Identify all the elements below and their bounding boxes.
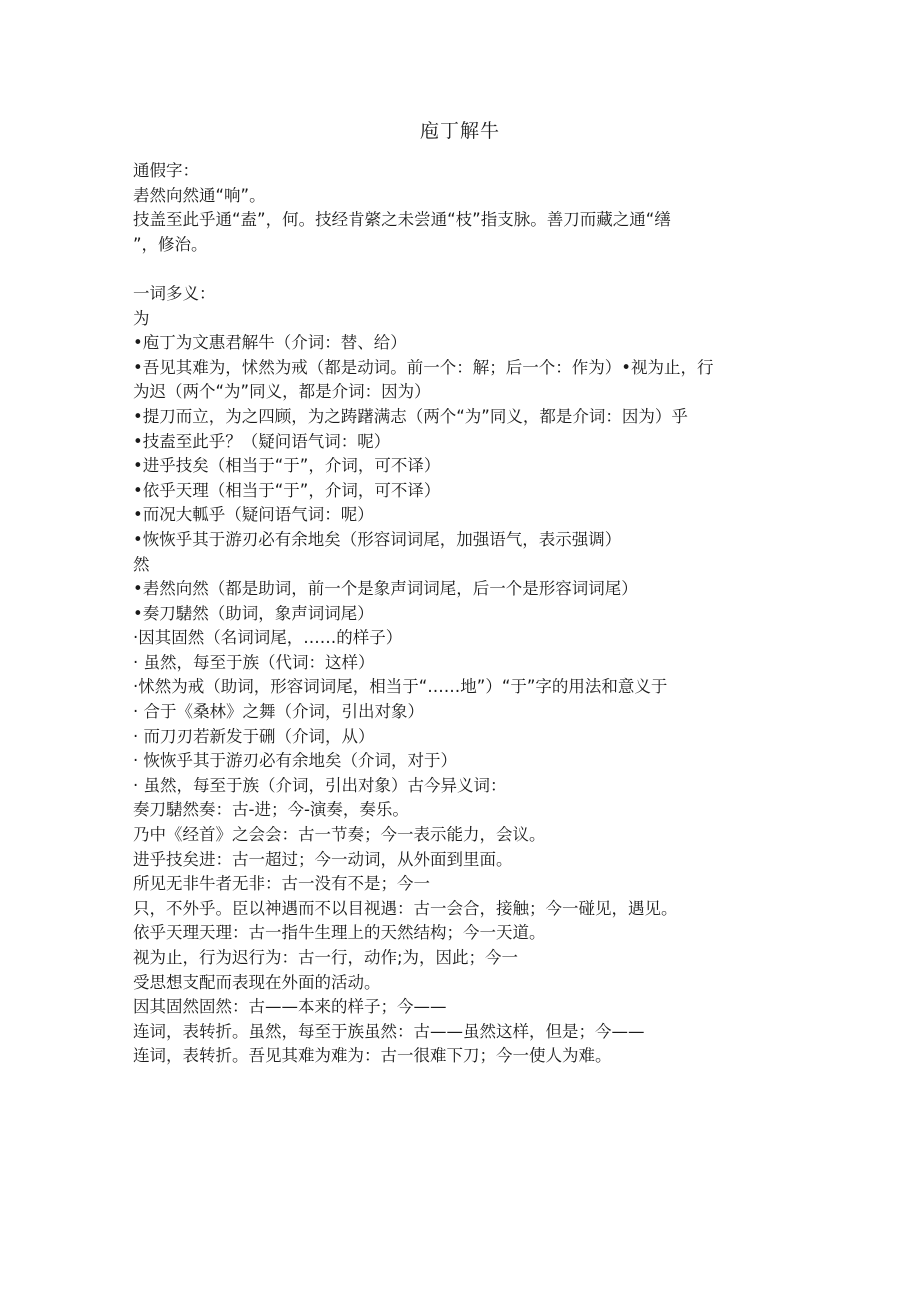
text-line: 连词，表转折。虽然，每至于族虽然：古——虽然这样，但是；今—— — [133, 1021, 645, 1041]
text-line: 进乎技矣进：古一超过；今一动词，从外面到里面。 — [133, 849, 513, 869]
text-line: 所见无非牛者无非：古一没有不是；今一 — [133, 874, 430, 894]
text-line: •恢恢乎其于游刃必有余地矣（形容词词尾，加强语气，表示强调） — [133, 529, 622, 549]
text-line: 一词多义： — [133, 283, 216, 303]
text-line: · 虽然，每至于族（介词，引出对象）古今异义词： — [133, 775, 507, 795]
text-line: ·怵然为戒（助词，形容词词尾，相当于“……地”）“于”字的用法和意义于 — [133, 677, 668, 697]
text-line: 只，不外乎。臣以神遇而不以目视遇：古一会合，接触；今一碰见，遇见。 — [133, 898, 678, 918]
text-line: 受思想支配而表现在外面的活动。 — [133, 972, 381, 992]
text-line: •依乎天理（相当于“于”，介词，可不译） — [133, 480, 441, 500]
text-line: · 恢恢乎其于游刃必有余地矣（介词，对于） — [133, 751, 457, 771]
text-line: 为 — [133, 308, 150, 328]
text-line: 乃中《经首》之会会：古一节奏；今一表示能力，会议。 — [133, 825, 546, 845]
text-line: 依乎天理天理：古一指牛生理上的天然结构；今一天道。 — [133, 923, 546, 943]
text-line: •提刀而立，为之四顾，为之踌躇满志（两个“为”同义，都是介词：因为）乎 — [133, 406, 688, 426]
text-line: •砉然向然（都是助词，前一个是象声词词尾，后一个是形容词词尾） — [133, 579, 638, 599]
text-line: ”，修治。 — [133, 234, 208, 254]
text-line: ·因其固然（名词词尾，……的样子） — [133, 628, 403, 648]
text-line: · 虽然，每至于族（代词：这样） — [133, 652, 375, 672]
text-line: · 而刀刃若新发于硎（介词，从） — [133, 726, 375, 746]
text-line: •庖丁为文惠君解牛（介词：替、给） — [133, 333, 407, 353]
text-line: •而况大軱乎（疑问语气词：呢） — [133, 505, 374, 525]
text-line: •进乎技矣（相当于“于”，介词，可不译） — [133, 456, 441, 476]
document-title: 庖丁解牛 — [419, 120, 500, 142]
text-line — [133, 257, 793, 282]
text-line: 因其固然固然：古——本来的样子；今—— — [133, 997, 447, 1017]
text-line: 技盖至此乎通“盍”，何。技经肯綮之未尝通“枝”指支脉。善刀而藏之通“缮 — [133, 210, 671, 230]
text-line: 视为止，行为迟行为：古一行，动作;为，因此；今一 — [133, 948, 519, 967]
text-line: · 合于《桑林》之舞（介词，引出对象） — [133, 702, 424, 722]
text-line: 通假字： — [133, 161, 199, 180]
text-line: 然 — [133, 554, 150, 574]
text-line: 奏刀騞然奏：古-进；今-演奏，奏乐。 — [133, 800, 409, 820]
text-line: 为迟（两个“为”同义，都是介词：因为） — [133, 382, 431, 402]
text-line: •技盍至此乎？（疑问语气词：呢） — [133, 431, 391, 451]
document-body — [133, 159, 793, 1069]
text-line: 砉然向然通“响”。 — [133, 185, 266, 205]
text-line: 连词，表转折。吾见其难为难为：古一很难下刀；今一使人为难。 — [133, 1046, 612, 1066]
text-line: •吾见其难为，怵然为戒（都是动词。前一个：解；后一个：作为）•视为止，行 — [133, 357, 714, 377]
text-line: •奏刀騞然（助词，象声词词尾） — [133, 603, 374, 623]
